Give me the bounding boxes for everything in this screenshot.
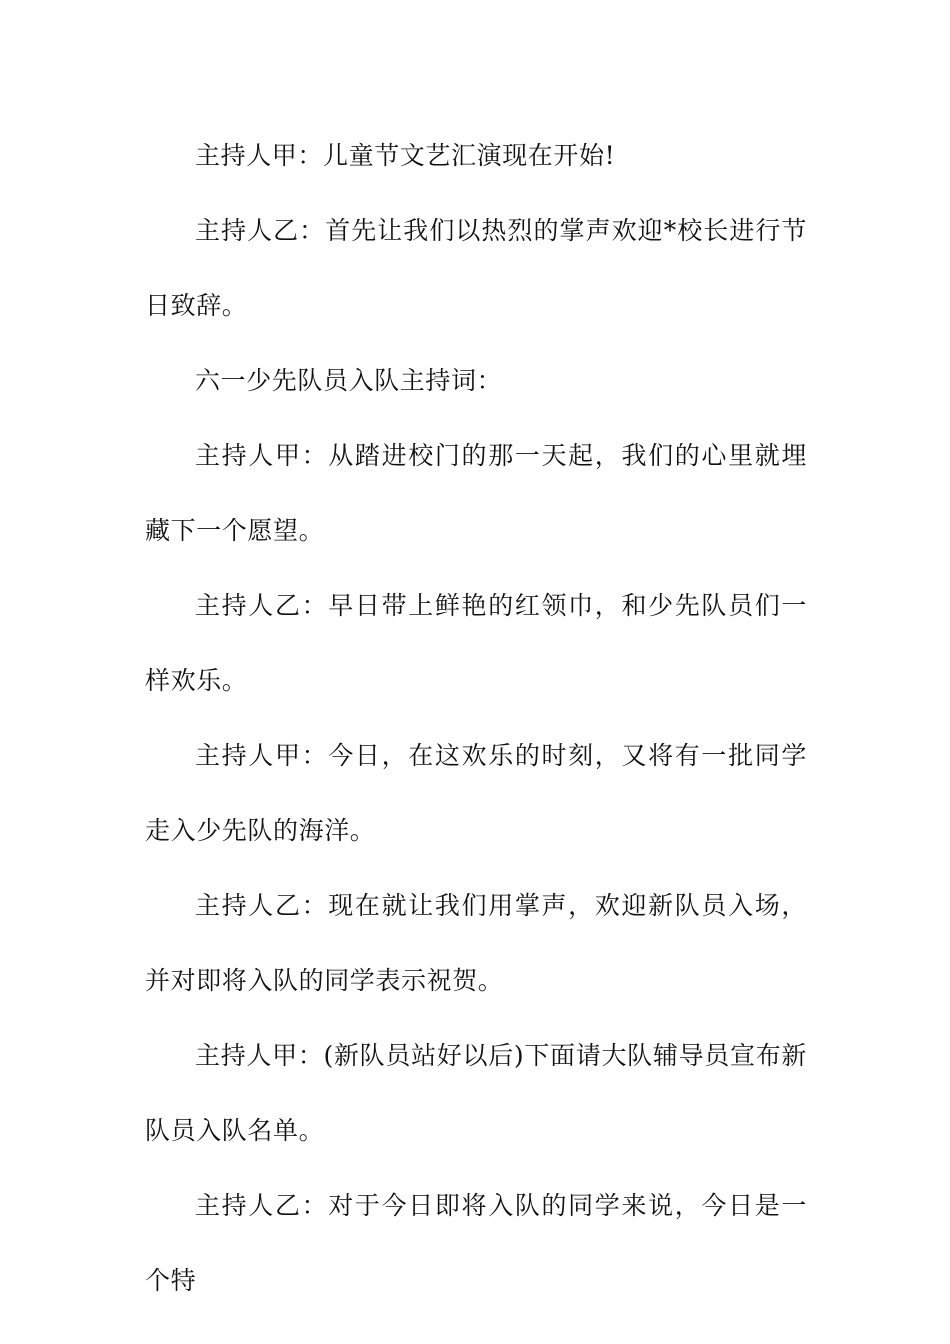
paragraph-host-a-opening: 主持人甲：儿童节文艺汇演现在开始! bbox=[195, 141, 616, 170]
paragraph-host-a-wish: 主持人甲：从踏进校门的那一天起，我们的心里就埋藏下一个愿望。 bbox=[145, 441, 807, 545]
paragraph-host-b-special-day: 主持人乙：对于今日即将入队的同学来说，今日是一个特 bbox=[145, 1191, 807, 1295]
paragraph-section-heading: 六一少先队员入队主持词： bbox=[195, 366, 503, 395]
paragraph-host-a-name-list: 主持人甲：(新队员站好以后)下面请大队辅导员宣布新队员入队名单。 bbox=[145, 1041, 807, 1145]
paragraph-host-b-red-scarf: 主持人乙：早日带上鲜艳的红领巾，和少先队员们一样欢乐。 bbox=[145, 591, 807, 695]
paragraph-host-a-new-members: 主持人甲：今日，在这欢乐的时刻，又将有一批同学走入少先队的海洋。 bbox=[145, 741, 807, 845]
document-body bbox=[145, 118, 807, 1318]
paragraph-host-b-welcome: 主持人乙：现在就让我们用掌声，欢迎新队员入场，并对即将入队的同学表示祝贺。 bbox=[145, 891, 807, 995]
paragraph-host-b-principal-speech: 主持人乙：首先让我们以热烈的掌声欢迎*校长进行节日致辞。 bbox=[145, 216, 807, 320]
